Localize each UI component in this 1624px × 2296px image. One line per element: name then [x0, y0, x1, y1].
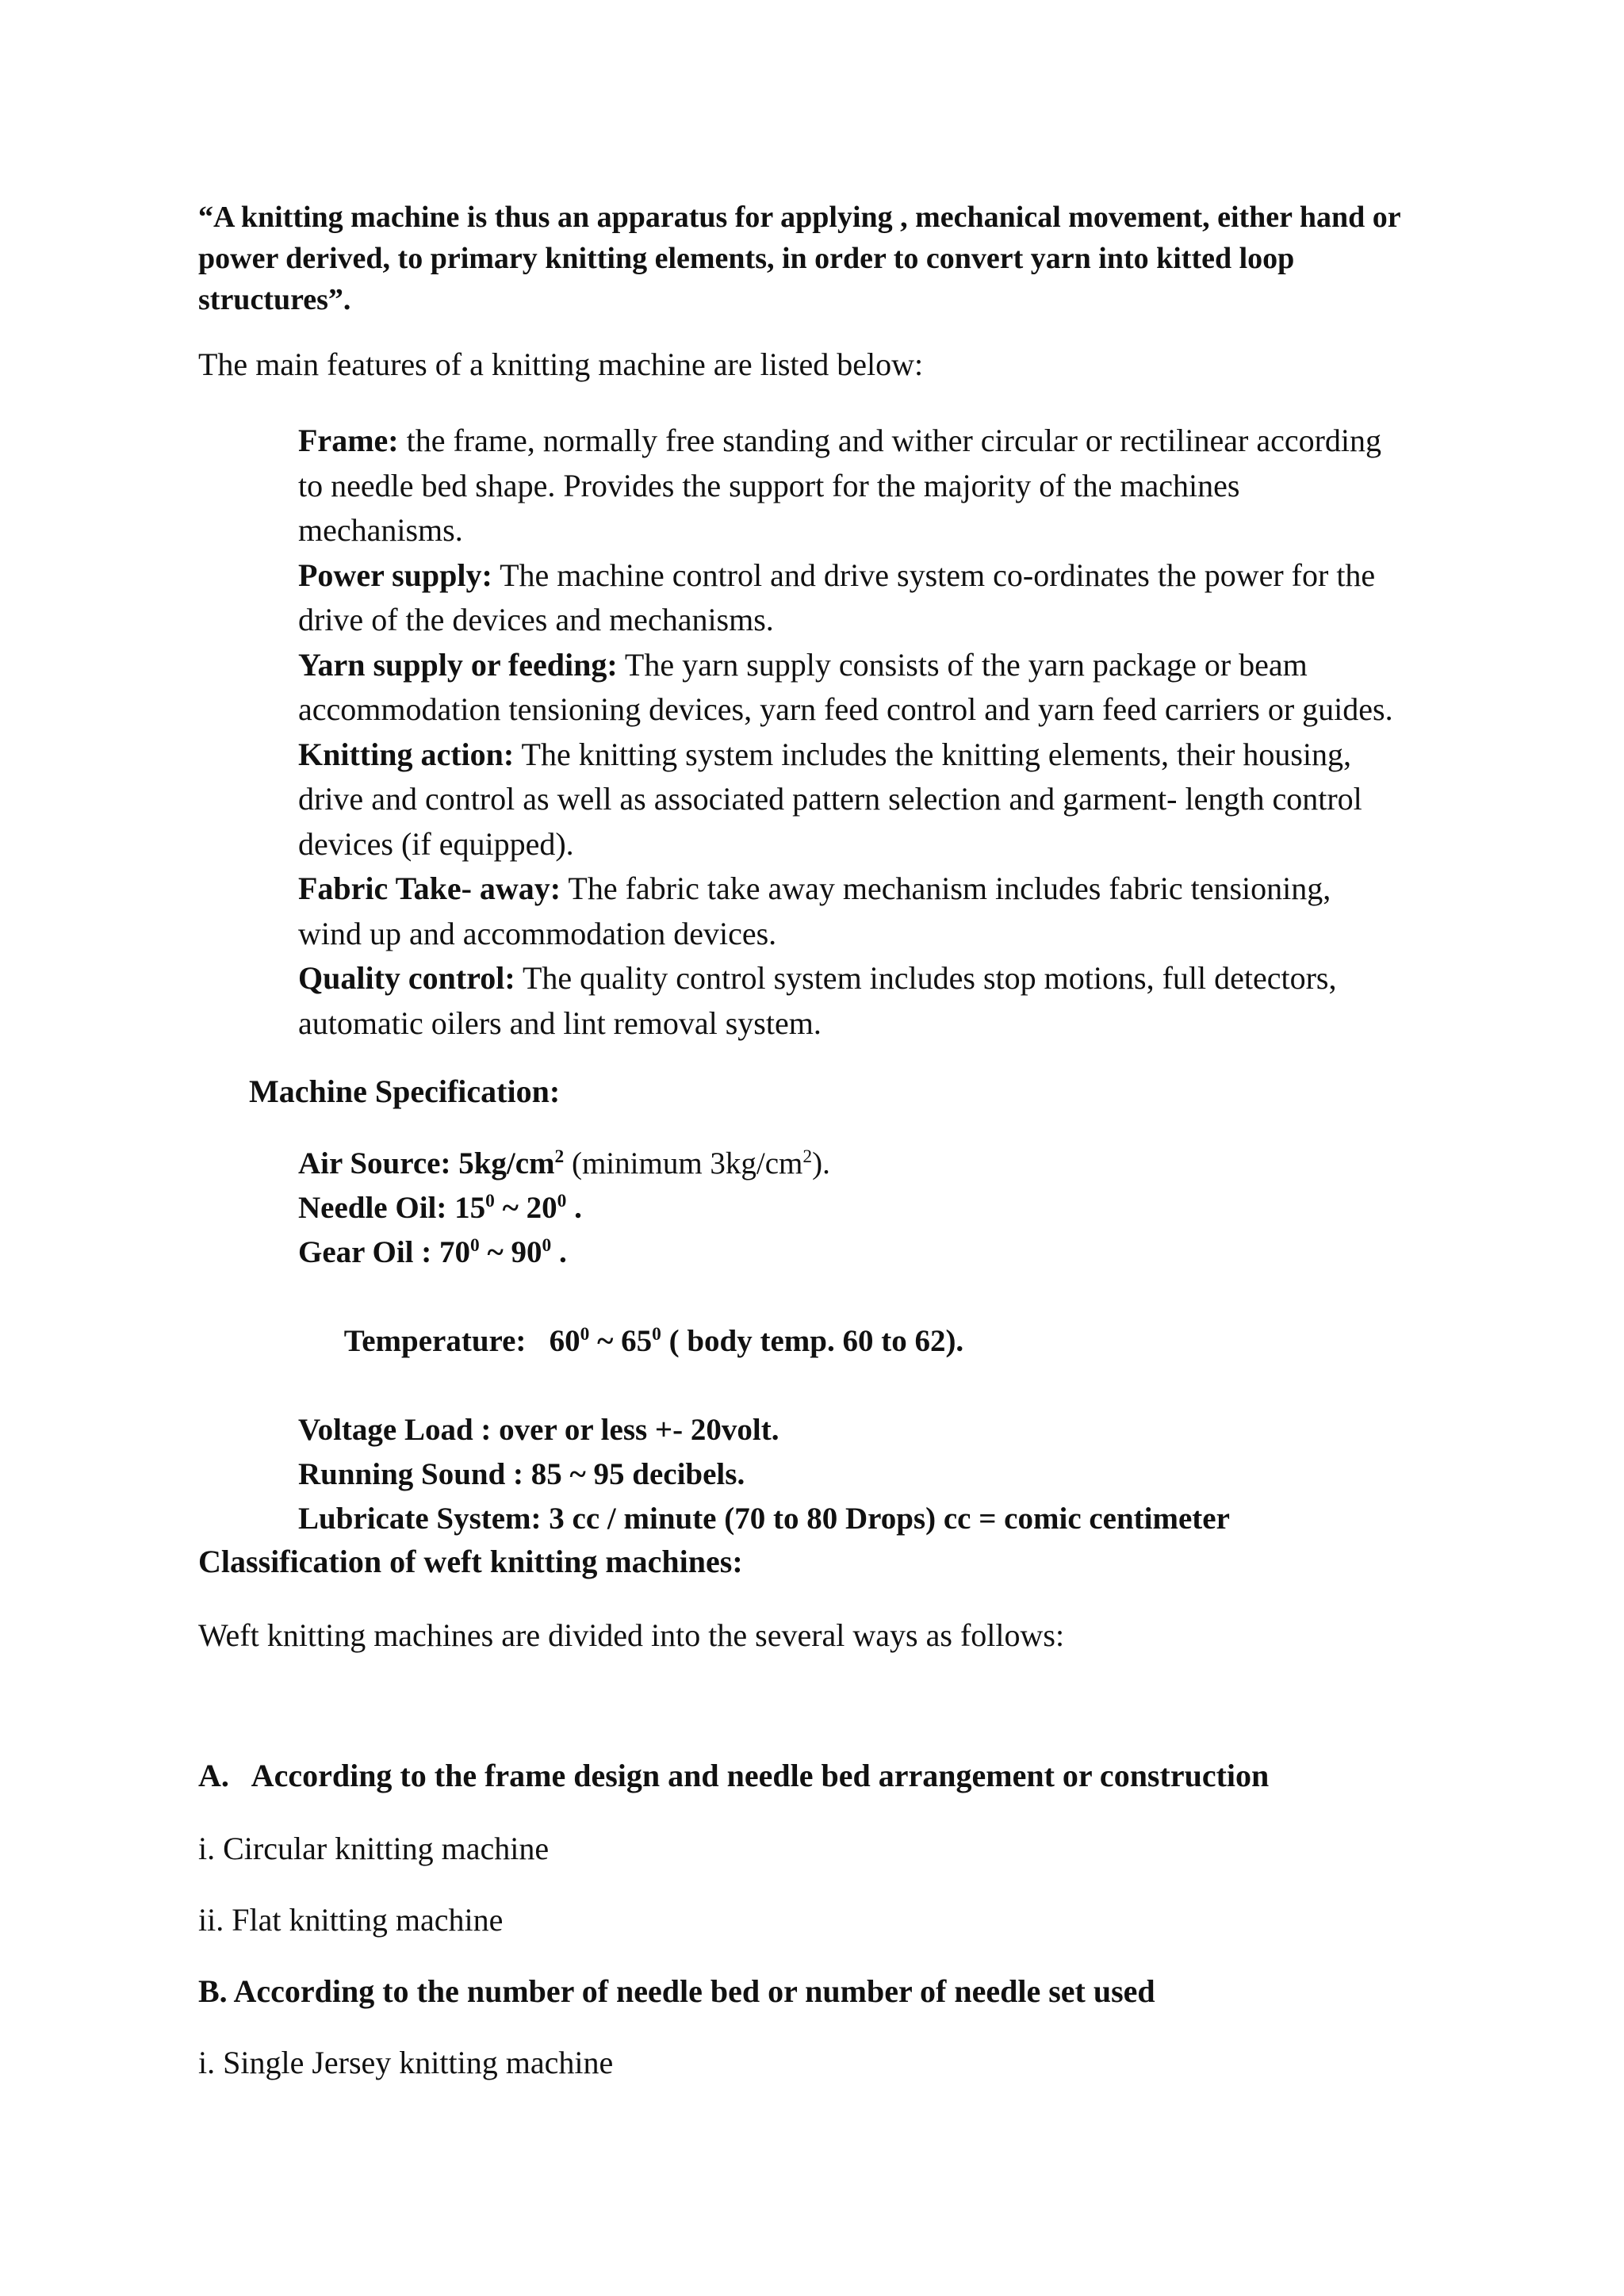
spec-gear-oil [298, 1230, 1230, 1275]
spec-text: ~ 65 [589, 1324, 653, 1358]
spec-lubricate: Lubricate System: 3 cc / minute (70 to 80 Drops) cc = comic centimeter [298, 1502, 1230, 1536]
feature-knitting-line: devices (if equipped). [298, 825, 574, 862]
feature-term: Power supply: [298, 557, 492, 593]
spec-air-source [298, 1142, 1230, 1186]
feature-frame-line: Frame: the frame, normally free standing and wither circular or rectilinear according [298, 423, 1382, 458]
spec-text: Needle Oil: 15 [298, 1191, 486, 1225]
spec-text: ). [812, 1146, 830, 1181]
feature-frame-line: mechanisms. [298, 512, 463, 548]
feature-quality-line: Quality control: The quality control system includes stop motions, full detectors, [298, 960, 1337, 996]
list-item: i. Circular knitting machine [198, 1831, 550, 1866]
spec-text: ( body temp. 60 to 62). [661, 1324, 964, 1358]
quote-line: structures”. [198, 283, 351, 316]
spec-needle-oil [298, 1186, 1230, 1230]
quote-line: “A knitting machine is thus an apparatus for applying , mechanical movement, either hand or [198, 201, 1401, 234]
list-item: i. Single Jersey knitting machine [198, 2045, 614, 2080]
superscript: 0 [557, 1191, 567, 1211]
feature-term: Fabric Take- away: [298, 871, 561, 906]
spec-text: . [566, 1191, 582, 1225]
spec-text: (minimum 3kg/cm [564, 1146, 803, 1181]
spec-heading: Machine Specification: [249, 1073, 561, 1109]
spec-text: Gear Oil : 70 [298, 1235, 470, 1269]
spec-text: ~ 20 [494, 1191, 557, 1225]
feature-power-line: Power supply: The machine control and drive system co-ordinates the power for the [298, 557, 1376, 593]
feature-term: Quality control: [298, 960, 515, 996]
features-list [298, 419, 1393, 1046]
quote-line: power derived, to primary knitting elements, in order to convert yarn into kitted loop [198, 242, 1295, 275]
superscript: 0 [470, 1235, 480, 1256]
feature-fabric-line: Fabric Take- away: The fabric take away mechanism includes fabric tensioning, [298, 871, 1331, 906]
feature-term: Yarn supply or feeding: [298, 646, 618, 683]
feature-term: Frame: [298, 423, 399, 458]
spec-sound: Running Sound : 85 ~ 95 decibels. [298, 1457, 745, 1491]
superscript: 0 [485, 1191, 495, 1211]
classification-heading: Classification of weft knitting machines: [198, 1544, 743, 1579]
superscript: 0 [580, 1324, 590, 1345]
feature-knitting-line: drive and control as well as associated pattern selection and garment- length control [298, 781, 1362, 817]
spec-text: Air Source: 5kg/cm [298, 1146, 555, 1181]
section-a-heading: A. According to the frame design and needle bed arrangement or construction [198, 1758, 1270, 1793]
feature-power-line: drive of the devices and mechanisms. [298, 602, 774, 637]
spec-voltage: Voltage Load : over or less +- 20volt. [298, 1413, 779, 1447]
features-intro: The main features of a knitting machine are listed below: [198, 346, 924, 382]
definition-quote [198, 197, 1401, 320]
superscript: 2 [802, 1146, 813, 1167]
classification-intro: Weft knitting machines are divided into the several ways as follows: [198, 1617, 1065, 1653]
feature-knitting-line: Knitting action: The knitting system includes the knitting elements, their housing, [298, 736, 1352, 772]
spec-text: . [551, 1235, 567, 1269]
list-item: ii. Flat knitting machine [198, 1902, 504, 1938]
feature-yarn-line: Yarn supply or feeding: The yarn supply consists of the yarn package or beam [298, 646, 1308, 683]
feature-frame-line: to needle bed shape. Provides the support for the majority of the machines [298, 467, 1240, 503]
feature-term: Knitting action: [298, 736, 515, 772]
spec-text: ~ 90 [479, 1235, 542, 1269]
spec-text: Temperature: 60 [343, 1324, 580, 1358]
feature-quality-line: automatic oilers and lint removal system. [298, 1004, 822, 1041]
section-b-heading: B. According to the number of needle bed or number of needle set used [198, 1973, 1155, 2009]
superscript: 0 [652, 1324, 661, 1345]
spec-temperature [298, 1275, 1230, 1408]
feature-yarn-line: accommodation tensioning devices, yarn feed control and yarn feed carriers or guides. [298, 691, 1393, 727]
feature-fabric-line: wind up and accommodation devices. [298, 915, 777, 951]
superscript: 0 [542, 1235, 552, 1256]
superscript: 2 [554, 1146, 565, 1167]
spec-list [298, 1142, 1230, 1541]
